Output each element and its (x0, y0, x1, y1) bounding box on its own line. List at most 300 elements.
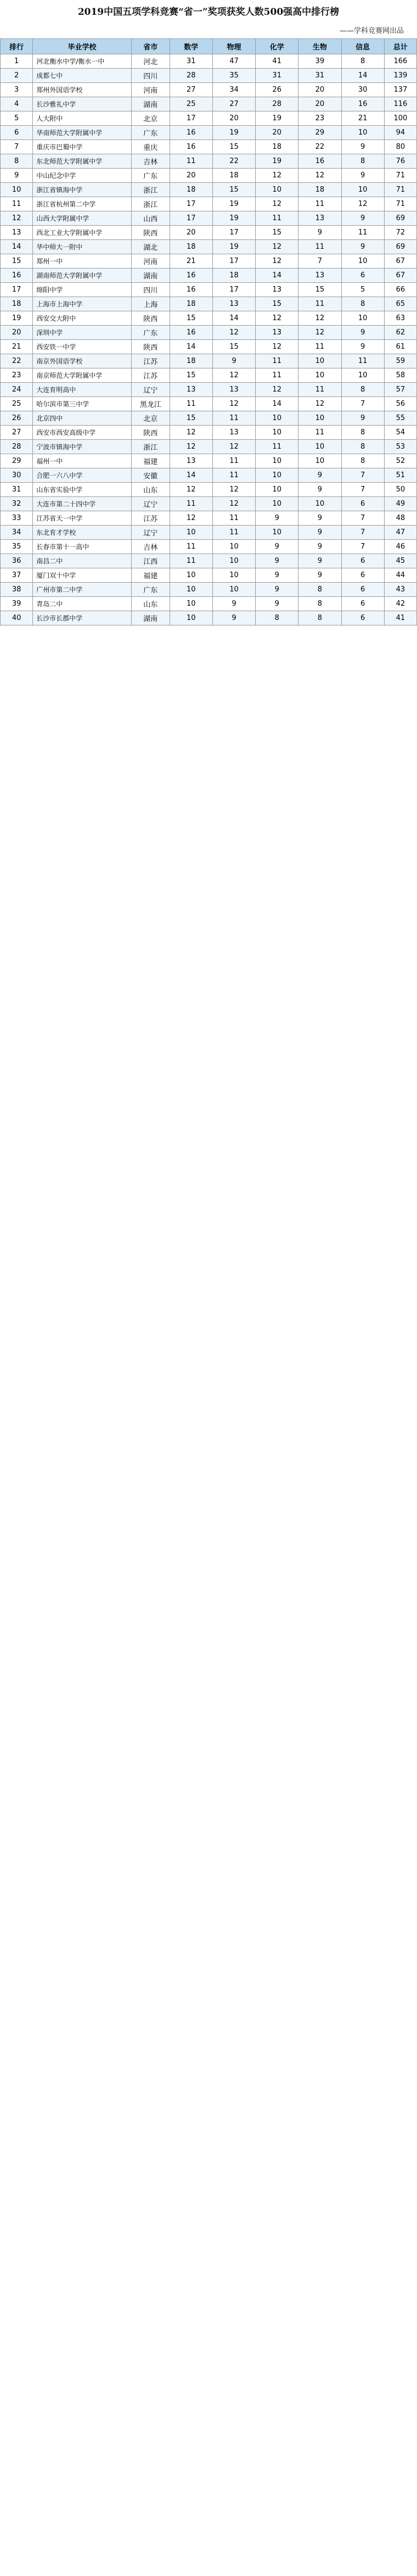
total-cell: 72 (384, 226, 416, 240)
table-row (1, 597, 417, 611)
math-cell: 17 (170, 197, 212, 211)
chemistry-cell: 10 (256, 526, 298, 540)
school-cell: 华南师范大学附属中学 (33, 126, 132, 140)
physics-cell: 12 (212, 483, 255, 497)
informatics-cell: 11 (341, 354, 384, 368)
table-row (1, 254, 417, 269)
physics-cell: 19 (212, 126, 255, 140)
total-cell: 62 (384, 326, 416, 340)
informatics-cell: 8 (341, 297, 384, 311)
chemistry-cell: 12 (256, 311, 298, 326)
province-cell: 四川 (131, 283, 170, 297)
chemistry-cell: 11 (256, 440, 298, 454)
biology-cell: 11 (298, 297, 341, 311)
informatics-cell: 9 (341, 169, 384, 183)
physics-cell: 9 (212, 597, 255, 611)
table-row (1, 211, 417, 226)
chemistry-cell: 9 (256, 568, 298, 583)
province-cell: 江苏 (131, 511, 170, 526)
table-row (1, 126, 417, 140)
math-cell: 21 (170, 254, 212, 269)
math-cell: 14 (170, 468, 212, 483)
biology-cell: 12 (298, 397, 341, 411)
informatics-cell: 7 (341, 397, 384, 411)
biology-cell: 8 (298, 611, 341, 625)
province-cell: 陕西 (131, 226, 170, 240)
math-cell: 10 (170, 526, 212, 540)
math-cell: 16 (170, 126, 212, 140)
table-row (1, 183, 417, 197)
biology-cell: 23 (298, 111, 341, 126)
school-cell: 绵阳中学 (33, 283, 132, 297)
school-cell: 河北衡水中学/衡水一中 (33, 54, 132, 69)
school-cell: 东北师范大学附属中学 (33, 154, 132, 169)
math-cell: 16 (170, 269, 212, 283)
table-row (1, 311, 417, 326)
header-informatics: 信息 (341, 39, 384, 54)
table-row (1, 568, 417, 583)
school-cell: 山东省实验中学 (33, 483, 132, 497)
biology-cell: 16 (298, 154, 341, 169)
chemistry-cell: 10 (256, 454, 298, 468)
rank-cell: 40 (1, 611, 33, 625)
table-row (1, 368, 417, 383)
chemistry-cell: 13 (256, 283, 298, 297)
biology-cell: 18 (298, 183, 341, 197)
math-cell: 12 (170, 483, 212, 497)
physics-cell: 17 (212, 283, 255, 297)
total-cell: 137 (384, 83, 416, 97)
total-cell: 49 (384, 497, 416, 511)
province-cell: 北京 (131, 111, 170, 126)
table-row (1, 611, 417, 625)
chemistry-cell: 12 (256, 254, 298, 269)
rank-cell: 23 (1, 368, 33, 383)
informatics-cell: 6 (341, 554, 384, 568)
table-row (1, 497, 417, 511)
school-cell: 厦门双十中学 (33, 568, 132, 583)
table-row (1, 111, 417, 126)
rank-cell: 35 (1, 540, 33, 554)
chemistry-cell: 28 (256, 97, 298, 111)
province-cell: 北京 (131, 411, 170, 426)
physics-cell: 18 (212, 269, 255, 283)
total-cell: 71 (384, 197, 416, 211)
rank-cell: 36 (1, 554, 33, 568)
total-cell: 45 (384, 554, 416, 568)
total-cell: 48 (384, 511, 416, 526)
biology-cell: 10 (298, 368, 341, 383)
math-cell: 11 (170, 540, 212, 554)
chemistry-cell: 11 (256, 211, 298, 226)
chemistry-cell: 26 (256, 83, 298, 97)
school-cell: 长沙雅礼中学 (33, 97, 132, 111)
math-cell: 27 (170, 83, 212, 97)
province-cell: 山东 (131, 483, 170, 497)
physics-cell: 19 (212, 211, 255, 226)
informatics-cell: 8 (341, 383, 384, 397)
school-cell: 东北育才学校 (33, 526, 132, 540)
province-cell: 湖南 (131, 611, 170, 625)
math-cell: 31 (170, 54, 212, 69)
school-cell: 北京四中 (33, 411, 132, 426)
physics-cell: 10 (212, 540, 255, 554)
informatics-cell: 14 (341, 69, 384, 83)
total-cell: 54 (384, 426, 416, 440)
informatics-cell: 5 (341, 283, 384, 297)
informatics-cell: 9 (341, 326, 384, 340)
province-cell: 吉林 (131, 540, 170, 554)
informatics-cell: 6 (341, 568, 384, 583)
school-cell: 浙江省杭州第二中学 (33, 197, 132, 211)
province-cell: 陕西 (131, 311, 170, 326)
school-cell: 南京外国语学校 (33, 354, 132, 368)
table-row (1, 540, 417, 554)
physics-cell: 9 (212, 354, 255, 368)
physics-cell: 27 (212, 97, 255, 111)
table-row (1, 468, 417, 483)
province-cell: 广东 (131, 126, 170, 140)
table-row (1, 397, 417, 411)
chemistry-cell: 10 (256, 497, 298, 511)
biology-cell: 20 (298, 97, 341, 111)
chemistry-cell: 15 (256, 297, 298, 311)
rank-cell: 32 (1, 497, 33, 511)
informatics-cell: 12 (341, 197, 384, 211)
table-row (1, 240, 417, 254)
total-cell: 116 (384, 97, 416, 111)
physics-cell: 11 (212, 454, 255, 468)
biology-cell: 10 (298, 354, 341, 368)
chemistry-cell: 19 (256, 111, 298, 126)
physics-cell: 17 (212, 254, 255, 269)
math-cell: 11 (170, 497, 212, 511)
school-cell: 大连市第二十四中学 (33, 497, 132, 511)
rank-cell: 10 (1, 183, 33, 197)
header-chemistry: 化学 (256, 39, 298, 54)
province-cell: 浙江 (131, 183, 170, 197)
school-cell: 宁波市镇海中学 (33, 440, 132, 454)
rank-cell: 26 (1, 411, 33, 426)
biology-cell: 22 (298, 140, 341, 154)
ranking-table-body (1, 54, 417, 625)
informatics-cell: 16 (341, 97, 384, 111)
rank-cell: 34 (1, 526, 33, 540)
ranking-table (0, 38, 417, 625)
physics-cell: 10 (212, 568, 255, 583)
informatics-cell: 6 (341, 269, 384, 283)
math-cell: 25 (170, 97, 212, 111)
province-cell: 上海 (131, 297, 170, 311)
rank-cell: 31 (1, 483, 33, 497)
physics-cell: 47 (212, 54, 255, 69)
rank-cell: 4 (1, 97, 33, 111)
table-row (1, 169, 417, 183)
rank-cell: 38 (1, 583, 33, 597)
total-cell: 59 (384, 354, 416, 368)
rank-cell: 6 (1, 126, 33, 140)
informatics-cell: 7 (341, 540, 384, 554)
rank-cell: 25 (1, 397, 33, 411)
table-row (1, 140, 417, 154)
school-cell: 哈尔滨市第三中学 (33, 397, 132, 411)
biology-cell: 8 (298, 583, 341, 597)
rank-cell: 39 (1, 597, 33, 611)
biology-cell: 10 (298, 454, 341, 468)
math-cell: 16 (170, 140, 212, 154)
biology-cell: 31 (298, 69, 341, 83)
table-row (1, 426, 417, 440)
math-cell: 10 (170, 568, 212, 583)
total-cell: 42 (384, 597, 416, 611)
biology-cell: 8 (298, 597, 341, 611)
total-cell: 94 (384, 126, 416, 140)
table-row (1, 526, 417, 540)
school-cell: 上海市上海中学 (33, 297, 132, 311)
chemistry-cell: 12 (256, 383, 298, 397)
province-cell: 重庆 (131, 140, 170, 154)
total-cell: 139 (384, 69, 416, 83)
informatics-cell: 8 (341, 154, 384, 169)
rank-cell: 30 (1, 468, 33, 483)
physics-cell: 12 (212, 368, 255, 383)
biology-cell: 13 (298, 211, 341, 226)
rank-cell: 13 (1, 226, 33, 240)
physics-cell: 10 (212, 583, 255, 597)
total-cell: 69 (384, 240, 416, 254)
math-cell: 12 (170, 440, 212, 454)
rank-cell: 22 (1, 354, 33, 368)
province-cell: 四川 (131, 69, 170, 83)
physics-cell: 10 (212, 554, 255, 568)
chemistry-cell: 12 (256, 197, 298, 211)
math-cell: 13 (170, 383, 212, 397)
header-school: 毕业学校 (33, 39, 132, 54)
school-cell: 重庆市巴蜀中学 (33, 140, 132, 154)
math-cell: 17 (170, 211, 212, 226)
informatics-cell: 8 (341, 54, 384, 69)
biology-cell: 11 (298, 240, 341, 254)
chemistry-cell: 8 (256, 611, 298, 625)
total-cell: 65 (384, 297, 416, 311)
rank-cell: 33 (1, 511, 33, 526)
total-cell: 63 (384, 311, 416, 326)
biology-cell: 9 (298, 568, 341, 583)
rank-cell: 20 (1, 326, 33, 340)
math-cell: 15 (170, 411, 212, 426)
province-cell: 陕西 (131, 426, 170, 440)
table-row (1, 340, 417, 354)
biology-cell: 9 (298, 483, 341, 497)
province-cell: 福建 (131, 454, 170, 468)
total-cell: 69 (384, 211, 416, 226)
table-row (1, 554, 417, 568)
total-cell: 50 (384, 483, 416, 497)
biology-cell: 11 (298, 426, 341, 440)
biology-cell: 7 (298, 254, 341, 269)
chemistry-cell: 9 (256, 597, 298, 611)
informatics-cell: 7 (341, 468, 384, 483)
informatics-cell: 10 (341, 368, 384, 383)
total-cell: 57 (384, 383, 416, 397)
rank-cell: 1 (1, 54, 33, 69)
table-row (1, 83, 417, 97)
table-row (1, 454, 417, 468)
chemistry-cell: 19 (256, 154, 298, 169)
province-cell: 山东 (131, 597, 170, 611)
rank-cell: 18 (1, 297, 33, 311)
informatics-cell: 7 (341, 526, 384, 540)
province-cell: 广东 (131, 326, 170, 340)
school-cell: 福州一中 (33, 454, 132, 468)
math-cell: 15 (170, 368, 212, 383)
math-cell: 10 (170, 597, 212, 611)
physics-cell: 19 (212, 240, 255, 254)
school-cell: 西北工业大学附属中学 (33, 226, 132, 240)
physics-cell: 12 (212, 497, 255, 511)
math-cell: 16 (170, 283, 212, 297)
math-cell: 20 (170, 226, 212, 240)
physics-cell: 11 (212, 468, 255, 483)
school-cell: 中山纪念中学 (33, 169, 132, 183)
biology-cell: 10 (298, 440, 341, 454)
math-cell: 10 (170, 611, 212, 625)
informatics-cell: 9 (341, 411, 384, 426)
rank-cell: 11 (1, 197, 33, 211)
informatics-cell: 8 (341, 454, 384, 468)
physics-cell: 20 (212, 111, 255, 126)
total-cell: 71 (384, 183, 416, 197)
biology-cell: 9 (298, 554, 341, 568)
header-math: 数学 (170, 39, 212, 54)
table-row (1, 383, 417, 397)
chemistry-cell: 31 (256, 69, 298, 83)
school-cell: 郑州外国语学校 (33, 83, 132, 97)
province-cell: 黑龙江 (131, 397, 170, 411)
rank-cell: 14 (1, 240, 33, 254)
total-cell: 51 (384, 468, 416, 483)
province-cell: 湖北 (131, 240, 170, 254)
province-cell: 江苏 (131, 354, 170, 368)
rank-cell: 3 (1, 83, 33, 97)
province-cell: 河南 (131, 254, 170, 269)
province-cell: 江西 (131, 554, 170, 568)
table-row (1, 97, 417, 111)
biology-cell: 12 (298, 326, 341, 340)
chemistry-cell: 10 (256, 411, 298, 426)
physics-cell: 9 (212, 611, 255, 625)
school-cell: 湖南师范大学附属中学 (33, 269, 132, 283)
physics-cell: 11 (212, 511, 255, 526)
math-cell: 11 (170, 397, 212, 411)
rank-cell: 17 (1, 283, 33, 297)
physics-cell: 15 (212, 140, 255, 154)
school-cell: 长春市第十一高中 (33, 540, 132, 554)
province-cell: 辽宁 (131, 497, 170, 511)
math-cell: 13 (170, 454, 212, 468)
total-cell: 47 (384, 526, 416, 540)
chemistry-cell: 15 (256, 226, 298, 240)
biology-cell: 9 (298, 511, 341, 526)
page-subtitle: ——学科竞赛网出品 (339, 27, 404, 35)
province-cell: 浙江 (131, 197, 170, 211)
physics-cell: 17 (212, 226, 255, 240)
math-cell: 10 (170, 583, 212, 597)
total-cell: 55 (384, 411, 416, 426)
chemistry-cell: 11 (256, 354, 298, 368)
rank-cell: 28 (1, 440, 33, 454)
chemistry-cell: 14 (256, 397, 298, 411)
school-cell: 长沙市长郡中学 (33, 611, 132, 625)
physics-cell: 22 (212, 154, 255, 169)
chemistry-cell: 12 (256, 240, 298, 254)
total-cell: 71 (384, 169, 416, 183)
biology-cell: 15 (298, 283, 341, 297)
informatics-cell: 6 (341, 611, 384, 625)
table-row (1, 483, 417, 497)
total-cell: 43 (384, 583, 416, 597)
school-cell: 郑州一中 (33, 254, 132, 269)
province-cell: 广东 (131, 583, 170, 597)
informatics-cell: 9 (341, 211, 384, 226)
chemistry-cell: 18 (256, 140, 298, 154)
total-cell: 66 (384, 283, 416, 297)
physics-cell: 11 (212, 526, 255, 540)
total-cell: 61 (384, 340, 416, 354)
province-cell: 浙江 (131, 440, 170, 454)
informatics-cell: 8 (341, 426, 384, 440)
math-cell: 14 (170, 340, 212, 354)
school-cell: 南京师范大学附属中学 (33, 368, 132, 383)
biology-cell: 29 (298, 126, 341, 140)
math-cell: 15 (170, 311, 212, 326)
math-cell: 12 (170, 511, 212, 526)
rank-cell: 15 (1, 254, 33, 269)
math-cell: 17 (170, 111, 212, 126)
total-cell: 53 (384, 440, 416, 454)
informatics-cell: 9 (341, 240, 384, 254)
school-cell: 西安市西安高级中学 (33, 426, 132, 440)
informatics-cell: 11 (341, 226, 384, 240)
biology-cell: 9 (298, 540, 341, 554)
informatics-cell: 6 (341, 597, 384, 611)
header-physics: 物理 (212, 39, 255, 54)
page-title: 2019中国五项学科竞赛“省一”奖项获奖人数500强高中排行榜 (77, 7, 340, 18)
school-cell: 西安交大附中 (33, 311, 132, 326)
table-row (1, 226, 417, 240)
school-cell: 青岛二中 (33, 597, 132, 611)
rank-cell: 29 (1, 454, 33, 468)
school-cell: 江苏省天一中学 (33, 511, 132, 526)
header-biology: 生物 (298, 39, 341, 54)
table-row (1, 283, 417, 297)
chemistry-cell: 12 (256, 169, 298, 183)
table-row (1, 297, 417, 311)
school-cell: 成都七中 (33, 69, 132, 83)
biology-cell: 11 (298, 340, 341, 354)
biology-cell: 13 (298, 269, 341, 283)
school-cell: 人大附中 (33, 111, 132, 126)
math-cell: 12 (170, 426, 212, 440)
total-cell: 46 (384, 540, 416, 554)
total-cell: 41 (384, 611, 416, 625)
biology-cell: 9 (298, 468, 341, 483)
province-cell: 山西 (131, 211, 170, 226)
informatics-cell: 7 (341, 511, 384, 526)
school-cell: 大连育明高中 (33, 383, 132, 397)
total-cell: 80 (384, 140, 416, 154)
math-cell: 28 (170, 69, 212, 83)
